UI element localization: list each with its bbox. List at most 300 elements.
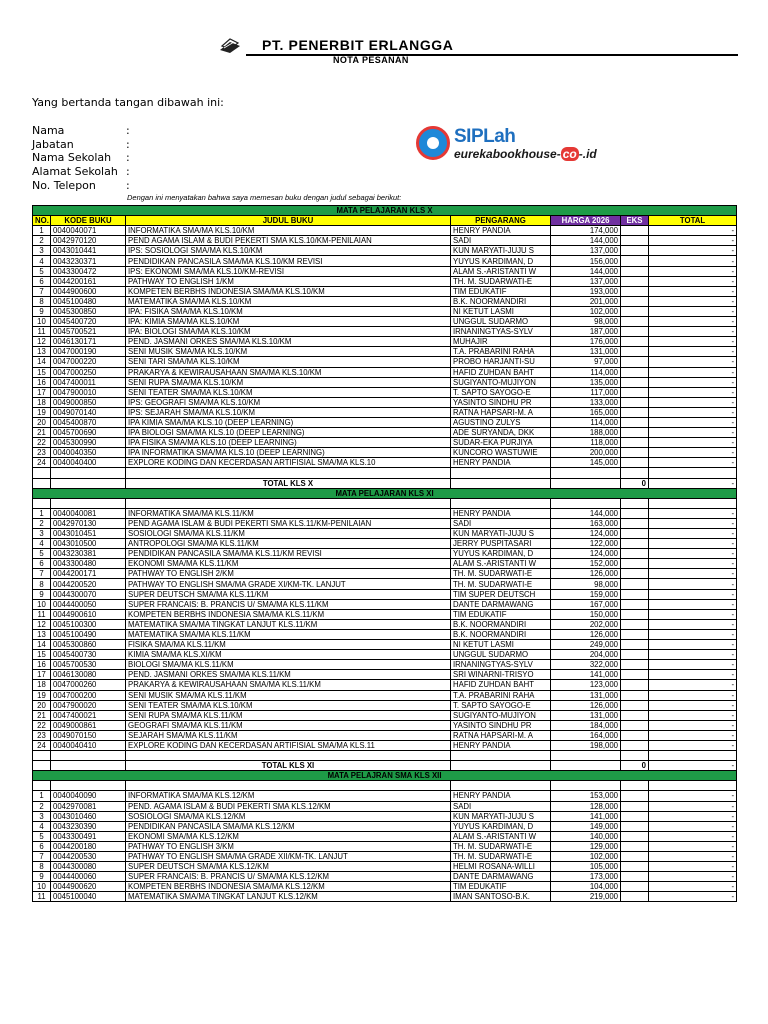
book-title: MATEMATIKA SMA/MA KLS.10/KM (126, 296, 451, 306)
blank-cell (451, 468, 551, 478)
quantity-input[interactable] (621, 256, 649, 266)
quantity-input[interactable] (621, 730, 649, 740)
quantity-input[interactable] (621, 296, 649, 306)
quantity-input[interactable] (621, 811, 649, 821)
book-code: 0042970130 (51, 518, 126, 528)
book-title: IPA: KIMIA SMA/MA KLS.10/KM (126, 317, 451, 327)
book-code: 0044300080 (51, 862, 126, 872)
row-number: 7 (33, 569, 51, 579)
row-number: 7 (33, 852, 51, 862)
blank-cell (33, 761, 51, 771)
book-title: PEND. JASMANI ORKES SMA/MA KLS.10/KM (126, 337, 451, 347)
book-code: 0046130080 (51, 670, 126, 680)
book-author: UNGGUL SUDARMO (451, 317, 551, 327)
quantity-input[interactable] (621, 407, 649, 417)
quantity-input[interactable] (621, 690, 649, 700)
book-title: IPA INFORMATIKA SMA/MA KLS.10 (DEEP LEARNING) (126, 448, 451, 458)
order-table-wrap (32, 205, 736, 902)
quantity-input[interactable] (621, 862, 649, 872)
blank-cell (33, 468, 51, 478)
book-title: PATHWAY TO ENGLISH 2/KM (126, 569, 451, 579)
line-total: - (649, 629, 737, 639)
book-code: 0049000850 (51, 397, 126, 407)
book-author: B.K. NOORMANDIRI (451, 296, 551, 306)
book-title: SENI TEATER SMA/MA KLS.10/KM (126, 387, 451, 397)
row-number: 12 (33, 337, 51, 347)
book-price: 131,000 (551, 710, 621, 720)
blank-cell (551, 781, 621, 791)
book-row (33, 670, 737, 680)
book-price: 144,000 (551, 236, 621, 246)
quantity-input[interactable] (621, 710, 649, 720)
book-row (33, 387, 737, 397)
quantity-input[interactable] (621, 882, 649, 892)
quantity-input[interactable] (621, 660, 649, 670)
quantity-input[interactable] (621, 831, 649, 841)
book-author: HENRY PANDIA (451, 458, 551, 468)
row-number: 15 (33, 367, 51, 377)
book-row (33, 539, 737, 549)
line-total: - (649, 801, 737, 811)
quantity-input[interactable] (621, 720, 649, 730)
book-author: MUHAJIR (451, 337, 551, 347)
book-title: SEJARAH SMA/MA KLS.11/KM (126, 730, 451, 740)
book-row (33, 640, 737, 650)
quantity-input[interactable] (621, 892, 649, 902)
line-total: - (649, 569, 737, 579)
book-code: 0047900010 (51, 387, 126, 397)
book-author: SUGIYANTO-MUJIYON (451, 710, 551, 720)
blank-cell (451, 781, 551, 791)
line-total: - (649, 892, 737, 902)
row-number: 10 (33, 317, 51, 327)
blank-row (33, 751, 737, 761)
blank-cell (551, 478, 621, 488)
row-number: 20 (33, 417, 51, 427)
book-price: 126,000 (551, 700, 621, 710)
book-code: 0045100480 (51, 296, 126, 306)
book-code: 0044300070 (51, 589, 126, 599)
book-code: 0043300472 (51, 266, 126, 276)
book-price: 193,000 (551, 286, 621, 296)
book-price: 124,000 (551, 549, 621, 559)
book-price: 202,000 (551, 619, 621, 629)
book-row (33, 892, 737, 902)
section-total-label: TOTAL KLS XI (126, 761, 451, 771)
quantity-input[interactable] (621, 841, 649, 851)
blank-cell (33, 781, 51, 791)
row-number: 14 (33, 357, 51, 367)
quantity-input[interactable] (621, 549, 649, 559)
line-total: - (649, 640, 737, 650)
book-code: 0044900600 (51, 286, 126, 296)
book-author: SADI (451, 518, 551, 528)
line-total: - (649, 337, 737, 347)
col-pengarang-header: PENGARANG (451, 216, 551, 226)
book-price: 118,000 (551, 438, 621, 448)
book-title: EXPLORE KODING DAN KECERDASAN ARTIFISIAL SMA/MA KLS.10 (126, 458, 451, 468)
book-author: RATNA HAPSARI-M. A (451, 730, 551, 740)
book-price: 150,000 (551, 609, 621, 619)
book-author: T. SAPTO SAYOGO-E (451, 700, 551, 710)
book-title: GEOGRAFI SMA/MA KLS.11/KM (126, 720, 451, 730)
quantity-input[interactable] (621, 226, 649, 236)
blank-cell (126, 498, 451, 508)
quantity-input[interactable] (621, 872, 649, 882)
quantity-input[interactable] (621, 327, 649, 337)
line-total: - (649, 609, 737, 619)
book-author: UNGGUL SUDARMO (451, 650, 551, 660)
book-price: 163,000 (551, 518, 621, 528)
form-field-colon: : (126, 178, 130, 192)
blank-cell (51, 498, 126, 508)
book-price: 188,000 (551, 428, 621, 438)
blank-cell (621, 781, 649, 791)
book-price: 153,000 (551, 791, 621, 801)
line-total: - (649, 407, 737, 417)
quantity-input[interactable] (621, 640, 649, 650)
book-price: 164,000 (551, 730, 621, 740)
blank-row (33, 781, 737, 791)
quantity-input[interactable] (621, 670, 649, 680)
line-total: - (649, 518, 737, 528)
quantity-input[interactable] (621, 629, 649, 639)
quantity-input[interactable] (621, 236, 649, 246)
book-title: PATHWAY TO ENGLISH 1/KM (126, 276, 451, 286)
book-author: KUNCORO WASTUWIE (451, 448, 551, 458)
book-title: PENDIDIKAN PANCASILA SMA/MA KLS.11/KM REVISI (126, 549, 451, 559)
quantity-input[interactable] (621, 508, 649, 518)
book-code: 0043230371 (51, 256, 126, 266)
row-number: 22 (33, 438, 51, 448)
book-title: KOMPETEN BERBHS INDONESIA SMA/MA KLS.12/KM (126, 882, 451, 892)
line-total: - (649, 417, 737, 427)
book-title: MATEMATIKA SMA/MA TINGKAT LANJUT KLS.11/KM (126, 619, 451, 629)
quantity-input[interactable] (621, 569, 649, 579)
line-total: - (649, 660, 737, 670)
book-price: 131,000 (551, 347, 621, 357)
book-code: 0040040071 (51, 226, 126, 236)
book-row (33, 428, 737, 438)
document-header (0, 0, 768, 70)
row-number: 15 (33, 650, 51, 660)
book-price: 102,000 (551, 852, 621, 862)
line-total: - (649, 317, 737, 327)
row-number: 14 (33, 640, 51, 650)
quantity-input[interactable] (621, 458, 649, 468)
book-code: 0045300860 (51, 640, 126, 650)
quantity-input[interactable] (621, 539, 649, 549)
book-title: PRAKARYA & KEWIRAUSAHAAN SMA/MA KLS.10/KM (126, 367, 451, 377)
quantity-input[interactable] (621, 428, 649, 438)
quantity-input[interactable] (621, 852, 649, 862)
book-row (33, 862, 737, 872)
row-number: 6 (33, 276, 51, 286)
intro-text: Yang bertanda tangan dibawah ini: (32, 96, 224, 109)
quantity-input[interactable] (621, 579, 649, 589)
book-title: PEND. AGAMA ISLAM & BUDI PEKERTI SMA KLS.12/KM (126, 801, 451, 811)
book-author: T.A. PRABARINI RAHA (451, 690, 551, 700)
book-author: KUN MARYATI-JUJU S (451, 811, 551, 821)
line-total: - (649, 347, 737, 357)
column-header-row (33, 216, 737, 226)
book-title: KIMIA SMA/MA KLS.XI/KM (126, 650, 451, 660)
line-total: - (649, 811, 737, 821)
book-row (33, 417, 737, 427)
book-author: YASINTO SINDHU PR (451, 397, 551, 407)
book-code: 0040040400 (51, 458, 126, 468)
book-row (33, 256, 737, 266)
book-row (33, 730, 737, 740)
form-field-label: Nama (32, 124, 65, 137)
row-number: 17 (33, 670, 51, 680)
quantity-input[interactable] (621, 397, 649, 407)
quantity-input[interactable] (621, 589, 649, 599)
book-title: IPA: FISIKA SMA/MA KLS.10/KM (126, 306, 451, 316)
row-number: 16 (33, 660, 51, 670)
book-code: 0047000220 (51, 357, 126, 367)
quantity-input[interactable] (621, 387, 649, 397)
quantity-input[interactable] (621, 821, 649, 831)
book-author: T. SAPTO SAYOGO-E (451, 387, 551, 397)
section-title: MATA PELAJARAN KLS XI (33, 488, 737, 498)
book-author: JERRY PUSPITASARI (451, 539, 551, 549)
book-author: TH. M. SUDARWATI-E (451, 852, 551, 862)
book-row (33, 226, 737, 236)
line-total: - (649, 286, 737, 296)
book-author: TIM EDUKATIF (451, 882, 551, 892)
quantity-input[interactable] (621, 377, 649, 387)
book-row (33, 579, 737, 589)
book-title: BIOLOGI SMA/MA KLS.11/KM (126, 660, 451, 670)
quantity-input[interactable] (621, 801, 649, 811)
book-row (33, 266, 737, 276)
quantity-input[interactable] (621, 680, 649, 690)
book-author: ADE SURYANDA, DKK (451, 428, 551, 438)
row-number: 9 (33, 872, 51, 882)
quantity-input[interactable] (621, 599, 649, 609)
book-author: YUYUS KARDIMAN, D (451, 256, 551, 266)
quantity-input[interactable] (621, 609, 649, 619)
book-price: 322,000 (551, 660, 621, 670)
book-author: TH. M. SUDARWATI-E (451, 579, 551, 589)
book-code: 0049070150 (51, 730, 126, 740)
blank-row (33, 498, 737, 508)
book-row (33, 296, 737, 306)
book-row (33, 317, 737, 327)
row-number: 18 (33, 397, 51, 407)
row-number: 5 (33, 549, 51, 559)
book-code: 0043300491 (51, 831, 126, 841)
row-number: 8 (33, 296, 51, 306)
book-title: SUPER FRANCAIS: B. PRANCIS U/ SMA/MA KLS.12/KM (126, 872, 451, 882)
line-total: - (649, 327, 737, 337)
quantity-input[interactable] (621, 266, 649, 276)
book-author: ALAM S.-ARISTANTI W (451, 559, 551, 569)
book-row (33, 438, 737, 448)
row-number: 5 (33, 831, 51, 841)
quantity-input[interactable] (621, 740, 649, 750)
siplah-emblem-icon (416, 126, 450, 160)
book-price: 114,000 (551, 367, 621, 377)
book-price: 145,000 (551, 458, 621, 468)
row-number: 13 (33, 629, 51, 639)
book-row (33, 882, 737, 892)
book-price: 117,000 (551, 387, 621, 397)
quantity-input[interactable] (621, 559, 649, 569)
book-title: PATHWAY TO ENGLISH SMA/MA GRADE XII/KM-TK. LANJUT (126, 852, 451, 862)
row-number: 10 (33, 882, 51, 892)
book-row (33, 821, 737, 831)
book-title: KOMPETEN BERBHS INDONESIA SMA/MA KLS.11/KM (126, 609, 451, 619)
book-price: 187,000 (551, 327, 621, 337)
quantity-input[interactable] (621, 276, 649, 286)
book-author: HENRY PANDIA (451, 508, 551, 518)
quantity-input[interactable] (621, 650, 649, 660)
book-code: 0045300850 (51, 306, 126, 316)
book-price: 144,000 (551, 266, 621, 276)
book-price: 174,000 (551, 226, 621, 236)
line-total: - (649, 539, 737, 549)
book-row (33, 569, 737, 579)
book-title: SUPER FRANCAIS: B. PRANCIS U/ SMA/MA KLS.11/KM (126, 599, 451, 609)
book-author: IRNANINGTYAS-SYLV (451, 327, 551, 337)
line-total: - (649, 559, 737, 569)
quantity-input[interactable] (621, 367, 649, 377)
blank-cell (451, 478, 551, 488)
book-code: 0043230390 (51, 821, 126, 831)
book-code: 0043300480 (51, 559, 126, 569)
blank-cell (51, 478, 126, 488)
section-title: MATA PELAJARAN KLS X (33, 206, 737, 216)
quantity-input[interactable] (621, 791, 649, 801)
book-title: PENDIDIKAN PANCASILA SMA/MA KLS.12/KM (126, 821, 451, 831)
book-price: 198,000 (551, 740, 621, 750)
row-number: 11 (33, 892, 51, 902)
row-number: 21 (33, 428, 51, 438)
order-table (32, 205, 737, 902)
book-row (33, 397, 737, 407)
book-code: 0040040081 (51, 508, 126, 518)
book-row (33, 831, 737, 841)
book-code: 0047000250 (51, 367, 126, 377)
row-number: 20 (33, 700, 51, 710)
line-total: - (649, 650, 737, 660)
section-total-row (33, 761, 737, 771)
book-price: 173,000 (551, 872, 621, 882)
book-price: 129,000 (551, 841, 621, 851)
blank-cell (551, 751, 621, 761)
book-row (33, 286, 737, 296)
book-author: DANTE DARMAWANG (451, 599, 551, 609)
blank-cell (126, 781, 451, 791)
blank-cell (126, 468, 451, 478)
row-number: 10 (33, 599, 51, 609)
row-number: 2 (33, 236, 51, 246)
book-title: ANTROPOLOGI SMA/MA KLS.11/KM (126, 539, 451, 549)
book-row (33, 841, 737, 851)
book-author: SRI WINARNI-TRISYO (451, 670, 551, 680)
book-title: IPS: SEJARAH SMA/MA KLS.10/KM (126, 407, 451, 417)
quantity-input[interactable] (621, 337, 649, 347)
book-row (33, 852, 737, 862)
quantity-input[interactable] (621, 286, 649, 296)
book-title: KOMPETEN BERBHS INDONESIA SMA/MA KLS.10/KM (126, 286, 451, 296)
quantity-input[interactable] (621, 700, 649, 710)
row-number: 2 (33, 801, 51, 811)
quantity-input[interactable] (621, 347, 649, 357)
row-number: 6 (33, 559, 51, 569)
book-code: 0044400050 (51, 599, 126, 609)
row-number: 7 (33, 286, 51, 296)
book-row (33, 458, 737, 468)
book-title: SUPER DEUTSCH SMA/MA KLS.11/KM (126, 589, 451, 599)
quantity-input[interactable] (621, 518, 649, 528)
form-field-row (32, 124, 142, 138)
book-author: TH. M. SUDARWATI-E (451, 276, 551, 286)
blank-cell (51, 781, 126, 791)
book-code: 0040040090 (51, 791, 126, 801)
row-number: 4 (33, 256, 51, 266)
book-price: 144,000 (551, 508, 621, 518)
book-code: 0047900020 (51, 700, 126, 710)
section-total-label: TOTAL KLS X (126, 478, 451, 488)
book-code: 0045700521 (51, 327, 126, 337)
line-total: - (649, 690, 737, 700)
book-code: 0045400730 (51, 650, 126, 660)
quantity-input[interactable] (621, 529, 649, 539)
book-author: ALAM S.-ARISTANTI W (451, 831, 551, 841)
book-price: 98,000 (551, 579, 621, 589)
book-author: NI KETUT LASMI (451, 306, 551, 316)
siplah-url: eurekabookhouse- co -.id (454, 147, 597, 161)
book-row (33, 518, 737, 528)
document-title: NOTA PESANAN (333, 55, 409, 65)
book-row (33, 872, 737, 882)
book-author: T.A. PRABARINI RAHA (451, 347, 551, 357)
book-row (33, 690, 737, 700)
book-title: PRAKARYA & KEWIRAUSAHAAN SMA/MA KLS.11/KM (126, 680, 451, 690)
book-title: FISIKA SMA/MA KLS.11/KM (126, 640, 451, 650)
quantity-input[interactable] (621, 306, 649, 316)
book-title: SOSIOLOGI SMA/MA KLS.12/KM (126, 811, 451, 821)
quantity-input[interactable] (621, 448, 649, 458)
book-author: RATNA HAPSARI-M. A (451, 407, 551, 417)
line-total: - (649, 387, 737, 397)
book-title: EKONOMI SMA/MA KLS.11/KM (126, 559, 451, 569)
quantity-input[interactable] (621, 619, 649, 629)
line-total: - (649, 549, 737, 559)
book-code: 0045100300 (51, 619, 126, 629)
siplah-logo (414, 126, 676, 164)
quantity-input[interactable] (621, 438, 649, 448)
quantity-input[interactable] (621, 317, 649, 327)
quantity-input[interactable] (621, 357, 649, 367)
book-author: IRNANINGTYAS-SYLV (451, 660, 551, 670)
book-code: 0047000260 (51, 680, 126, 690)
book-price: 105,000 (551, 862, 621, 872)
line-total: - (649, 266, 737, 276)
blank-cell (451, 761, 551, 771)
line-total: - (649, 377, 737, 387)
quantity-input[interactable] (621, 417, 649, 427)
book-author: KUN MARYATI-JUJU S (451, 529, 551, 539)
quantity-input[interactable] (621, 246, 649, 256)
section-title-row (33, 771, 737, 781)
book-title: IPS: EKONOMI SMA/MA KLS.10/KM-REVISI (126, 266, 451, 276)
book-author: NI KETUT LASMI (451, 640, 551, 650)
book-author: SADI (451, 236, 551, 246)
